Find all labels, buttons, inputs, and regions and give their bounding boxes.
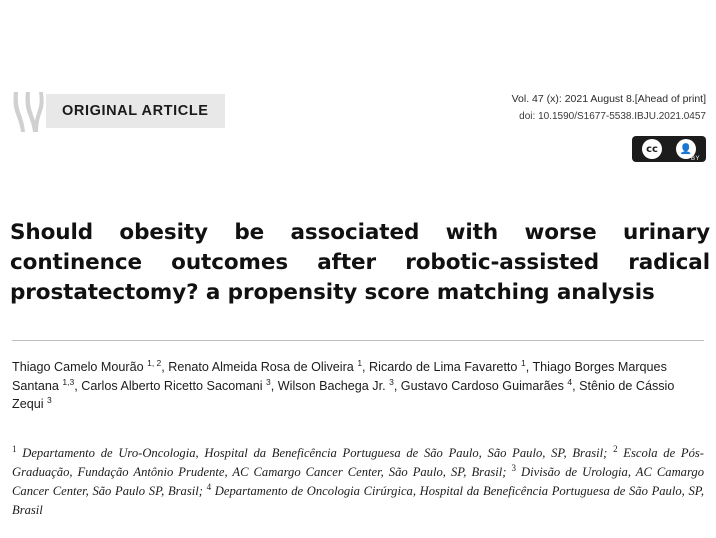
page-title: Should obesity be associated with worse urinary continence outcomes after robotic-assisted radical prostatectomy? a propensity score matching analysis — [10, 220, 710, 305]
article-type-label: ORIGINAL ARTICLE — [62, 103, 209, 119]
title-divider — [12, 340, 704, 341]
cc-by-label: BY — [690, 156, 700, 162]
issue-metadata — [376, 92, 706, 124]
doi-text[interactable]: doi: 10.1590/S1677-5538.IBJU.2021.0457 — [519, 111, 706, 122]
author-list: Thiago Camelo Mourão $^{1, 2}$, Renato Almeida Rosa de Oliveira $^1$, Ricardo de Lima Favaretto $^1$, Thiago Borges Marques Santana $^{1,3}$, Carlos Alberto Ricetto Sacomani $^3$, Wilson Bachega Jr. $^3$, Gustavo Cardoso Guimarães $^4$, Stênio de Cássio Zequi $^3$ — [12, 357, 675, 411]
creative-commons-icon[interactable] — [632, 136, 706, 162]
article-type-badge — [46, 94, 225, 128]
issue-info: Vol. 47 (x): 2021 August 8.[Ahead of print] — [511, 93, 706, 105]
cc-logo-circle: cc — [642, 139, 662, 159]
cc-by-person-circle: 👤 — [676, 139, 696, 159]
affiliation-list: $^1$ Departamento de Uro-Oncologia, Hospital da Beneficência Portuguesa de São Paulo, São Paulo, SP, Brasil; $^2$ Escola de Pós-Graduação, Fundação Antônio Prudente, AC Camargo Cancer Center, São Paulo, SP, Brasil; $^3$ Divisão de Urologia, AC Camargo Cancer Center, São Paulo SP, Brasil; $^4$ Departamento de Oncologia Cirúrgica, Hospital da Beneficência Portuguesa de São Paulo, SP, Brasil — [12, 443, 704, 517]
header-band — [0, 88, 716, 162]
